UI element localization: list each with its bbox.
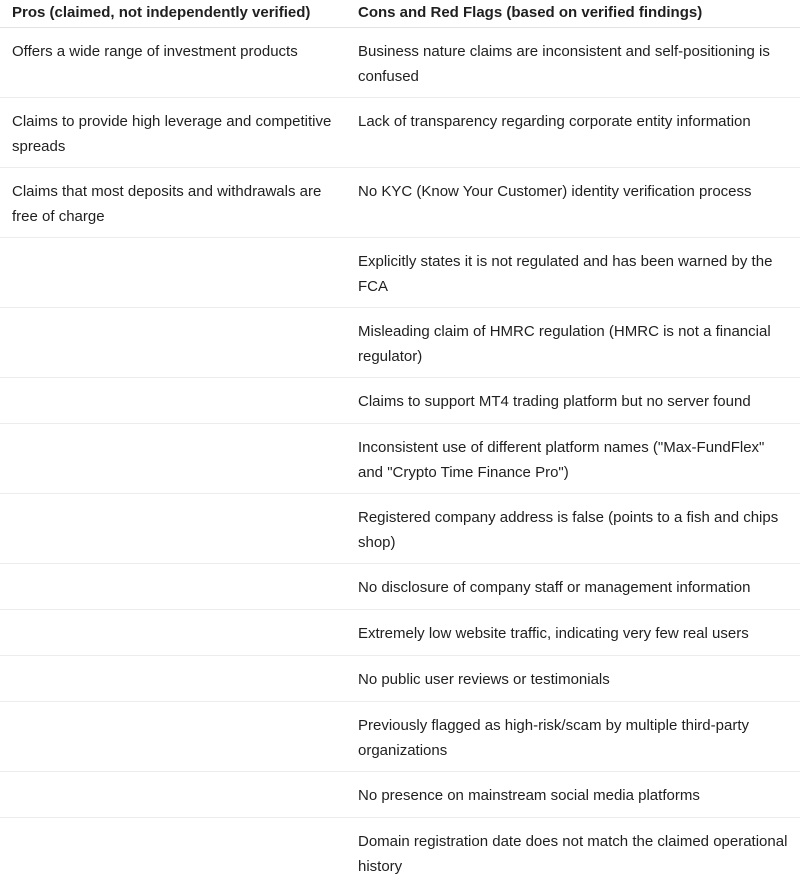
pros-cell: Claims to provide high leverage and competitive spreads (0, 97, 346, 167)
table-row (0, 701, 800, 771)
pros-cell (0, 423, 346, 493)
cons-cell: Extremely low website traffic, indicating very few real users (346, 609, 800, 655)
header-pros: Pros (claimed, not independently verified) (0, 0, 346, 27)
table-row (0, 237, 800, 307)
pros-cell (0, 237, 346, 307)
cons-cell: No presence on mainstream social media platforms (346, 771, 800, 817)
table-header (0, 0, 800, 27)
cons-cell: Previously flagged as high-risk/scam by multiple third-party organizations (346, 701, 800, 771)
table-row (0, 655, 800, 701)
pros-cell (0, 493, 346, 563)
table-row (0, 563, 800, 609)
cons-cell: Registered company address is false (points to a fish and chips shop) (346, 493, 800, 563)
cons-cell: No public user reviews or testimonials (346, 655, 800, 701)
pros-cell (0, 771, 346, 817)
cons-cell: No disclosure of company staff or management information (346, 563, 800, 609)
table-row (0, 377, 800, 423)
pros-cell (0, 307, 346, 377)
table-row (0, 423, 800, 493)
cons-cell: Lack of transparency regarding corporate entity information (346, 97, 800, 167)
pros-cell (0, 377, 346, 423)
cons-cell: Domain registration date does not match the claimed operational history (358, 832, 788, 875)
table-row (0, 493, 800, 563)
table-row (0, 609, 800, 655)
cons-cell: Misleading claim of HMRC regulation (HMRC is not a financial regulator) (346, 307, 800, 377)
table-row (0, 27, 800, 97)
cons-cell: No KYC (Know Your Customer) identity verification process (346, 167, 800, 237)
pros-cell (0, 701, 346, 771)
table-body (0, 27, 800, 887)
header-row (0, 0, 800, 27)
cons-cell: Business nature claims are inconsistent and self-positioning is confused (346, 27, 800, 97)
pros-cell (0, 655, 346, 701)
table-row (0, 97, 800, 167)
pros-cell (0, 817, 346, 887)
table-row (0, 817, 800, 887)
pros-cell: Offers a wide range of investment products (0, 27, 346, 97)
table-row (0, 307, 800, 377)
pros-cell: Claims that most deposits and withdrawals are free of charge (0, 167, 346, 237)
header-cons: Cons and Red Flags (based on verified findings) (346, 0, 800, 27)
pros-cell (0, 609, 346, 655)
table-row (0, 771, 800, 817)
table-row (0, 167, 800, 237)
cons-cell: Claims to support MT4 trading platform but no server found (346, 377, 800, 423)
pros-cell (0, 563, 346, 609)
cons-cell: Inconsistent use of different platform names ("Max-FundFlex" and "Crypto Time Finance Pro") (346, 423, 800, 493)
cons-cell: Explicitly states it is not regulated and has been warned by the FCA (346, 237, 800, 307)
